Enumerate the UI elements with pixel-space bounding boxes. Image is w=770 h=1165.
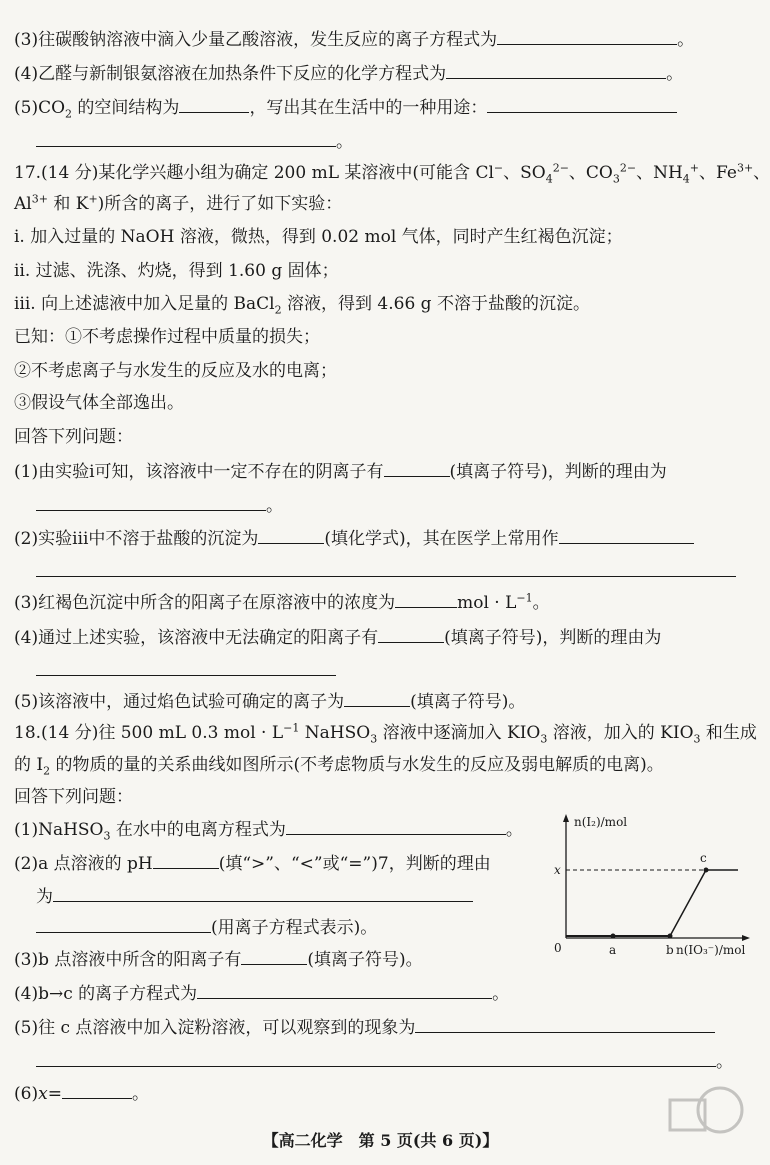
- answer-blank[interactable]: [36, 130, 336, 147]
- text: 和生成: [700, 723, 757, 743]
- q18-part3: [14, 948, 423, 971]
- superscript: 2−: [619, 161, 637, 175]
- text: 。: [532, 593, 550, 613]
- q17-part5: [14, 690, 525, 713]
- text: (填离子符号)，判断的理由为: [449, 462, 667, 482]
- text: (2)a 点溶液的 pH: [14, 854, 153, 874]
- iodine-graph: [548, 810, 758, 960]
- answer-blank[interactable]: [197, 982, 492, 999]
- text: (用离子方程式表示)。: [211, 918, 378, 938]
- subscript: 4: [545, 172, 553, 186]
- superscript: −1: [283, 721, 300, 735]
- text: 的空间结构为: [72, 98, 180, 118]
- rising-segment: [670, 870, 706, 936]
- point-c-label: c: [700, 851, 707, 865]
- answer-blank[interactable]: [53, 885, 473, 902]
- point-a-label: a: [609, 943, 617, 957]
- text: 和 K: [47, 194, 89, 214]
- text: (1)NaHSO: [14, 820, 104, 840]
- subscript: 3: [612, 172, 620, 186]
- q16-part4: [14, 62, 683, 85]
- subscript: 4: [682, 172, 690, 186]
- q16-part5: [14, 96, 677, 119]
- text: 。: [505, 820, 523, 840]
- q18-part2-cont: [36, 885, 473, 908]
- q18-stem: [14, 722, 757, 744]
- text: Al: [14, 194, 32, 214]
- origin-label: 0: [554, 941, 562, 955]
- text: )所含的离子，进行了如下实验：: [97, 194, 343, 214]
- q17-part1-cont: [36, 494, 283, 517]
- q17-stem: [14, 162, 770, 184]
- text: 。: [677, 30, 695, 50]
- q17-part3: [14, 591, 550, 614]
- text: 、CO: [568, 163, 613, 183]
- superscript: 2−: [552, 161, 569, 175]
- subscript: 2: [65, 107, 73, 121]
- text: (填化学式)，其在医学上常用作: [324, 529, 559, 549]
- answer-blank[interactable]: [241, 948, 307, 965]
- known-3: ③假设气体全部逸出。: [14, 393, 184, 413]
- answer-heading-2: 回答下列问题：: [14, 787, 133, 807]
- subscript: 2: [274, 303, 282, 317]
- x-axis-label: n(IO₃⁻)/mol: [676, 943, 746, 957]
- q17-stem-cont: [14, 193, 342, 215]
- variable: x: [38, 1084, 48, 1104]
- q16-part3: [14, 28, 694, 51]
- text: (填离子符号)。: [410, 692, 526, 712]
- watermark-logo: [660, 1080, 750, 1150]
- text: 在水中的电离方程式为: [110, 820, 286, 840]
- text: mol · L: [457, 593, 517, 613]
- answer-blank[interactable]: [286, 818, 506, 835]
- text: (填离子符号)。: [307, 950, 423, 970]
- page-footer: 【高二化学 第 5 页(共 6 页)】: [262, 1131, 499, 1150]
- answer-blank[interactable]: [153, 852, 219, 869]
- point-b-mark: [668, 934, 673, 939]
- text: 为: [36, 887, 53, 907]
- answer-blank[interactable]: [415, 1016, 715, 1033]
- q18-stem-cont: [14, 754, 664, 776]
- text: (填离子符号)，判断的理由为: [444, 628, 662, 648]
- x-mark-label: x: [554, 863, 561, 877]
- q17-step1: ⅰ. 加入过量的 NaOH 溶液，微热，得到 0.02 mol 气体，同时产生红褐色沉淀；: [14, 227, 623, 247]
- superscript: −: [493, 161, 504, 175]
- point-c-mark: [704, 868, 709, 873]
- text: (5)CO: [14, 98, 66, 118]
- subscript: 3: [540, 732, 548, 746]
- text: 。: [131, 1084, 149, 1104]
- text: (4)乙醛与新制银氨溶液在加热条件下反应的化学方程式为: [14, 64, 447, 84]
- text: 18.(14 分)往 500 mL 0.3 mol · L: [14, 723, 284, 743]
- point-b-label: b: [666, 943, 674, 957]
- q18-part5: [14, 1016, 715, 1039]
- text: (1)由实验ⅰ可知，该溶液中一定不存在的阴离子有: [14, 462, 384, 482]
- subscript: 2: [43, 764, 51, 778]
- answer-blank[interactable]: [36, 560, 736, 577]
- text: (2)实验ⅲ中不溶于盐酸的沉淀为: [14, 529, 259, 549]
- text: (6): [14, 1084, 39, 1104]
- answer-blank[interactable]: [344, 690, 410, 707]
- q17-step2: ⅱ. 过滤、洗涤、灼烧，得到 1.60 g 固体；: [14, 261, 339, 281]
- q17-step3: [14, 293, 590, 315]
- text: (4)b→c 的离子方程式为: [14, 984, 198, 1004]
- known-1: 已知：①不考虑操作过程中质量的损失；: [14, 327, 320, 347]
- q18-part2-cont2: [36, 916, 377, 939]
- answer-blank[interactable]: [62, 1082, 132, 1099]
- answer-blank[interactable]: [36, 494, 266, 511]
- text: 17.(14 分)某化学兴趣小组为确定 200 mL 某溶液中(可能含 Cl: [14, 163, 494, 183]
- text: 、: [753, 163, 770, 183]
- text: (3)往碳酸钠溶液中滴入少量乙酸溶液，发生反应的离子方程式为: [14, 30, 498, 50]
- q18-part4: [14, 982, 509, 1005]
- known-2: ②不考虑离子与水发生的反应及水的电离；: [14, 361, 337, 381]
- text: (4)通过上述实验，该溶液中无法确定的阳离子有: [14, 628, 379, 648]
- q18-part5-cont: [36, 1050, 733, 1073]
- q17-part4: [14, 626, 661, 649]
- y-axis-arrow: [563, 814, 569, 822]
- subscript: 3: [693, 732, 701, 746]
- answer-blank[interactable]: [487, 96, 677, 113]
- text: 溶液，加入的 KIO: [547, 723, 694, 743]
- text: ，写出其在生活中的一种用途：: [249, 98, 488, 118]
- text: 溶液中逐滴加入 KIO: [377, 723, 541, 743]
- q18-part6: [14, 1082, 149, 1105]
- superscript: −1: [516, 591, 533, 605]
- superscript: 3+: [31, 192, 48, 206]
- subscript: 3: [103, 829, 111, 843]
- superscript: +: [88, 192, 98, 206]
- text: NaHSO: [299, 723, 371, 743]
- q17-part1: [14, 460, 667, 483]
- text: 。: [336, 132, 353, 152]
- point-a-mark: [611, 934, 616, 939]
- answer-blank[interactable]: [446, 62, 666, 79]
- q16-part5-cont: [36, 130, 353, 153]
- text: (5)往 c 点溶液中加入淀粉溶液，可以观察到的现象为: [14, 1018, 416, 1038]
- text: (3)b 点溶液中所含的阳离子有: [14, 950, 242, 970]
- subscript: 3: [370, 732, 378, 746]
- x-axis-arrow: [742, 935, 750, 941]
- answer-blank[interactable]: [384, 460, 450, 477]
- answer-blank[interactable]: [559, 527, 694, 544]
- superscript: +: [689, 161, 700, 175]
- text: (5)该溶液中，通过焰色试验可确定的离子为: [14, 692, 345, 712]
- text: (3)红褐色沉淀中所含的阳离子在原溶液中的浓度为: [14, 593, 396, 613]
- q18-part1: [14, 818, 523, 841]
- answer-blank[interactable]: [179, 96, 249, 113]
- text: 。: [716, 1052, 733, 1072]
- text: 、Fe: [699, 163, 737, 183]
- text: 、SO: [503, 163, 546, 183]
- text: (填“>”、“<”或“=”)7，判断的理由: [218, 854, 491, 874]
- q17-part4-cont: [36, 659, 336, 682]
- text: 、NH: [636, 163, 683, 183]
- text: 。: [266, 496, 283, 516]
- text: 。: [492, 984, 510, 1004]
- text: 的物质的量的关系曲线如图所示(不考虑物质与水发生的反应及弱电解质的电离)。: [50, 755, 664, 775]
- y-axis-label: n(I₂)/mol: [574, 815, 628, 829]
- text: =: [47, 1084, 62, 1104]
- superscript: 3+: [736, 161, 754, 175]
- text: 溶液，得到 4.66 g 不溶于盐酸的沉淀。: [281, 294, 590, 314]
- q18-part2: [14, 852, 491, 875]
- answer-blank[interactable]: [378, 626, 444, 643]
- answer-blank[interactable]: [258, 527, 324, 544]
- q17-part2-cont: [36, 560, 736, 583]
- answer-blank[interactable]: [36, 659, 336, 676]
- text: 的 I: [14, 755, 44, 775]
- answer-blank[interactable]: [497, 28, 677, 45]
- answer-blank[interactable]: [36, 916, 211, 933]
- answer-blank[interactable]: [36, 1050, 716, 1067]
- q17-part2: [14, 527, 694, 550]
- text: ⅲ. 向上述滤液中加入足量的 BaCl: [14, 294, 275, 314]
- text: 。: [666, 64, 684, 84]
- answer-blank[interactable]: [395, 591, 457, 608]
- answer-heading: 回答下列问题：: [14, 427, 133, 447]
